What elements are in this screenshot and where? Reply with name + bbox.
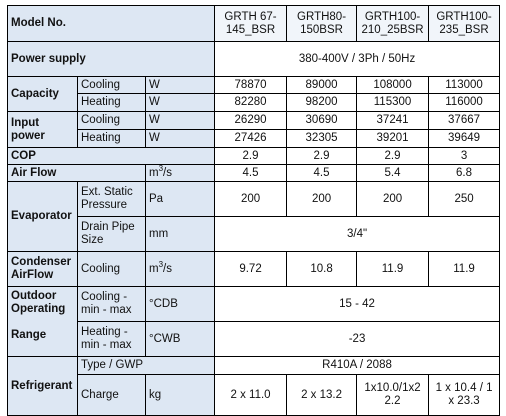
capacity-heating-label: Heating [78, 94, 146, 112]
input-power-heating-value: 27426 [215, 130, 287, 148]
air-flow-value: 6.8 [429, 165, 500, 182]
input-power-cooling-label: Cooling [78, 112, 146, 130]
outdoor-cooling-row [8, 287, 500, 322]
capacity-cooling-value: 78870 [215, 77, 287, 94]
capacity-heating-value: 82280 [215, 94, 287, 112]
ext-static-pressure-unit: Pa [146, 182, 215, 217]
ext-static-pressure-value: 250 [429, 182, 500, 217]
refrigerant-type-value: R410A / 2088 [215, 357, 500, 375]
refrigerant-type-label: Type / GWP [78, 357, 215, 375]
outdoor-cooling-label: Cooling - min - max [78, 287, 146, 322]
evaporator-static-row [8, 182, 500, 217]
input-power-cooling-value: 37667 [429, 112, 500, 130]
capacity-heating-value: 116000 [429, 94, 500, 112]
spec-table [7, 5, 500, 416]
refrigerant-charge-row [8, 375, 500, 416]
model-col-1: GRTH 67- 145_BSR [215, 6, 287, 42]
condenser-airflow-value: 11.9 [429, 252, 500, 287]
capacity-cooling-label: Cooling [78, 77, 146, 94]
charge-unit: kg [146, 375, 215, 416]
capacity-heating-unit: W [146, 94, 215, 112]
air-flow-unit: $m^3/s$ [146, 165, 215, 182]
drain-pipe-size-label: Drain Pipe Size [78, 217, 146, 252]
drain-pipe-size-unit: mm [146, 217, 215, 252]
charge-value: 1x10.0/1x2 2.2 [357, 375, 429, 416]
cop-value: 2.9 [215, 148, 287, 165]
model-col-2: GRTH80- 150BSR [287, 6, 357, 42]
condenser-airflow-value: 10.8 [287, 252, 357, 287]
cop-label: COP [8, 148, 215, 165]
condenser-airflow-unit: $m^3/s$ [146, 252, 215, 287]
input-power-cooling-unit: W [146, 112, 215, 130]
input-power-heating-unit: W [146, 130, 215, 148]
input-power-heating-row [8, 130, 500, 148]
capacity-cooling-value: 108000 [357, 77, 429, 94]
capacity-label: Capacity [8, 77, 78, 112]
input-power-cooling-row [8, 112, 500, 130]
header-row [8, 6, 500, 42]
capacity-cooling-row [8, 77, 500, 94]
ext-static-pressure-value: 200 [215, 182, 287, 217]
power-supply-value: 380-400V / 3Ph / 50Hz [215, 42, 500, 77]
charge-value: 2 x 11.0 [215, 375, 287, 416]
refrigerant-label: Refrigerant [8, 357, 78, 416]
charge-value: 1 x 10.4 / 1 x 23.3 [429, 375, 500, 416]
outdoor-heating-label: Heating - min - max [78, 322, 146, 357]
condenser-airflow-label: Condenser AirFlow [8, 252, 78, 287]
air-flow-row [8, 165, 500, 182]
outdoor-cooling-value: 15 - 42 [215, 287, 500, 322]
evaporator-drain-row [8, 217, 500, 252]
capacity-cooling-value: 89000 [287, 77, 357, 94]
charge-value: 2 x 13.2 [287, 375, 357, 416]
input-power-heating-label: Heating [78, 130, 146, 148]
capacity-cooling-unit: W [146, 77, 215, 94]
drain-pipe-size-value: 3/4" [215, 217, 500, 252]
cop-row [8, 148, 500, 165]
input-power-heating-value: 39201 [357, 130, 429, 148]
ext-static-pressure-value: 200 [287, 182, 357, 217]
model-no-label: Model No. [8, 6, 215, 42]
outdoor-heating-unit: °CWB [146, 322, 215, 357]
capacity-heating-value: 98200 [287, 94, 357, 112]
cop-value: 2.9 [287, 148, 357, 165]
model-col-4: GRTH100- 235_BSR [429, 6, 500, 42]
evaporator-label: Evaporator [8, 182, 78, 252]
refrigerant-type-row [8, 357, 500, 375]
input-power-label: Input power [8, 112, 78, 148]
outdoor-heating-value: -23 [215, 322, 500, 357]
air-flow-label: Air Flow [8, 165, 146, 182]
condenser-cooling-label: Cooling [78, 252, 146, 287]
input-power-heating-value: 32305 [287, 130, 357, 148]
air-flow-value: 4.5 [287, 165, 357, 182]
air-flow-value: 5.4 [357, 165, 429, 182]
cop-value: 2.9 [357, 148, 429, 165]
input-power-cooling-value: 37241 [357, 112, 429, 130]
outdoor-heating-row [8, 322, 500, 357]
outdoor-operating-range-label: Outdoor Operating Range [8, 287, 78, 357]
power-supply-row [8, 42, 500, 77]
power-supply-label: Power supply [8, 42, 215, 77]
capacity-cooling-value: 113000 [429, 77, 500, 94]
ext-static-pressure-value: 200 [357, 182, 429, 217]
cop-value: 3 [429, 148, 500, 165]
input-power-heating-value: 39649 [429, 130, 500, 148]
condenser-airflow-value: 9.72 [215, 252, 287, 287]
charge-label: Charge [78, 375, 146, 416]
air-flow-value: 4.5 [215, 165, 287, 182]
input-power-cooling-value: 30690 [287, 112, 357, 130]
capacity-heating-value: 115300 [357, 94, 429, 112]
condenser-airflow-value: 11.9 [357, 252, 429, 287]
outdoor-cooling-unit: °CDB [146, 287, 215, 322]
input-power-cooling-value: 26290 [215, 112, 287, 130]
condenser-airflow-row [8, 252, 500, 287]
model-col-3: GRTH100- 210_25BSR [357, 6, 429, 42]
ext-static-pressure-label: Ext. Static Pressure [78, 182, 146, 217]
capacity-heating-row [8, 94, 500, 112]
